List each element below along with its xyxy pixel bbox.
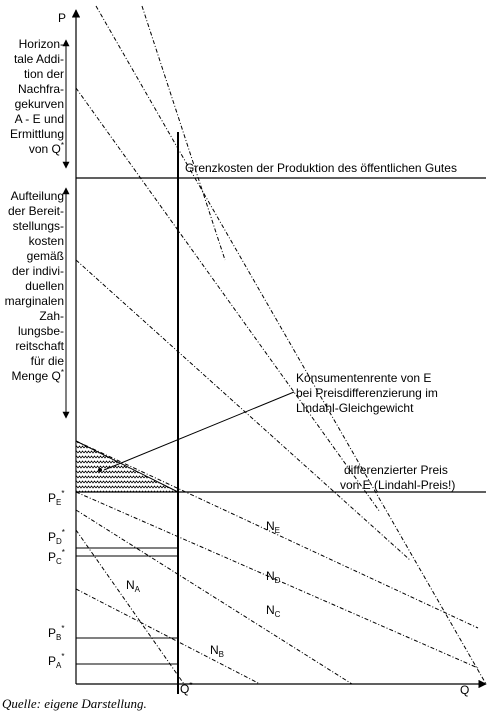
lower-note-line: lungsbe- [17,324,64,338]
price-label-a: $P_A^*$ [48,652,65,670]
lower-note-line: marginalen [4,294,64,308]
lower-note-line: für die [30,354,64,368]
lower-note-line: gemäß [26,249,64,263]
consumer-surplus-label-line: Konsumentenrente von E [296,371,432,385]
demand-curve-c [76,510,352,684]
price-label-c: $P_C^*$ [48,548,65,566]
upper-note-line: Ermittlung [9,127,64,141]
aggregate-curve-1 [96,6,486,684]
aggregate-curve-4 [142,6,225,260]
upper-note-line: A - E und [14,112,64,126]
consumer-surplus-pointer [104,392,294,470]
lower-note-line: reitschaft [15,339,64,353]
marginal-cost-label: Grenzkosten der Produktion des öffentlichen Gutes [185,161,457,175]
upper-side-note [10,37,64,156]
curve-label-e: $N_E$ [266,519,281,535]
price-label-e: $P_E^*$ [48,489,65,507]
upper-note-line: Horizon- [18,37,64,51]
demand-curve-a [76,530,184,684]
price-label-b: $P_B^*$ [48,624,65,642]
curve-label-d: $N_D$ [266,569,281,585]
lower-note-line: der indivi- [11,264,64,278]
lindahl-price-label-line: differenzierter Preis [344,463,448,477]
lower-note-line: Zah- [39,309,64,323]
q-star-label: Q* [180,681,193,696]
upper-note-line: von Q* [28,141,64,156]
upper-note-line: Nachfra- [17,82,64,96]
y-axis-label: P [58,11,67,25]
lower-side-note [5,189,65,383]
source-caption: Quelle: eigene Darstellung. [2,696,147,711]
upper-note-line: tion der [23,67,64,81]
upper-note-line: gekurven [14,97,64,111]
lindahl-price-label-line: von E (Lindahl-Preis!) [340,478,456,492]
lower-note-line: Menge Q* [11,368,64,383]
lower-note-line: der Bereit- [7,204,64,218]
consumer-surplus-label-line: Lindahl-Gleichgewicht [296,401,414,415]
lower-note-line: stellungs- [12,219,64,233]
lower-note-line: duellen [25,279,64,293]
curve-label-b: $N_B$ [210,643,225,659]
upper-note-line: tale Addi- [13,52,64,66]
lower-note-line: Aufteilung [10,189,64,203]
demand-curve-b [76,589,260,684]
consumer-surplus-label-line: bei Preisdifferenzierung im [296,386,438,400]
price-label-d: $P_D^*$ [48,528,65,546]
curve-label-a: $N_A$ [126,578,141,594]
consumer-surplus-label [296,371,438,415]
consumer-surplus-dot [98,468,102,472]
curve-label-c: $N_C$ [266,603,281,619]
x-axis-label: Q [460,683,470,697]
lindahl-price-label [340,463,455,492]
lower-note-line: kosten [28,234,64,248]
consumer-surplus-area [76,441,178,492]
aggregate-curve-2 [76,88,380,512]
